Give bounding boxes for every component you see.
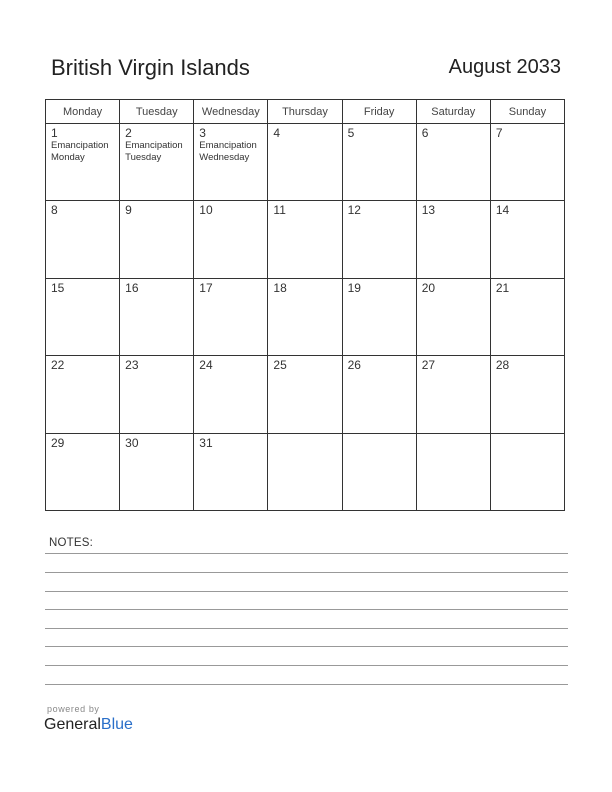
weekday-saturday: Saturday [416, 100, 490, 124]
day-number: 1 [51, 126, 58, 140]
calendar-day-cell [342, 356, 416, 433]
calendar-day-cell [490, 356, 564, 433]
calendar-grid [45, 99, 565, 511]
calendar-empty-cell [490, 433, 564, 510]
day-number: 9 [125, 203, 132, 218]
holiday-label: Emancipation Wednesday [199, 140, 257, 163]
calendar-day-cell [268, 278, 342, 355]
day-number: 18 [273, 280, 287, 295]
day-number: 6 [421, 126, 429, 140]
day-number: 15 [51, 280, 65, 295]
calendar-day-cell [46, 433, 120, 510]
calendar-country-title: British Virgin Islands [51, 55, 250, 80]
day-number: 8 [51, 203, 58, 218]
calendar-day-cell [46, 124, 120, 201]
holiday-label: Emancipation Tuesday [125, 140, 183, 163]
calendar-day-cell [268, 124, 342, 201]
calendar-day-cell [120, 356, 194, 433]
calendar-day-cell [46, 278, 120, 355]
calendar-day-cell [194, 124, 268, 201]
note-line [45, 572, 568, 573]
weekday-header-row [46, 100, 565, 124]
calendar-day-cell [194, 278, 268, 355]
weekday-wednesday: Wednesday [194, 100, 268, 124]
calendar-day-cell [268, 356, 342, 433]
calendar-day-cell [416, 124, 490, 201]
calendar-month-year: August 2033 [448, 56, 561, 78]
day-number: 22 [51, 358, 65, 373]
weekday-sunday: Sunday [490, 100, 564, 124]
day-number: 24 [199, 358, 213, 373]
calendar-week-row [46, 433, 565, 510]
calendar-empty-cell [416, 433, 490, 510]
day-number: 11 [273, 203, 286, 218]
calendar-day-cell [46, 356, 120, 433]
day-number: 12 [347, 203, 361, 218]
calendar-day-cell [490, 201, 564, 278]
day-number: 2 [125, 126, 132, 140]
day-number: 17 [199, 280, 213, 295]
day-number: 23 [125, 358, 139, 373]
day-number: 13 [421, 203, 436, 218]
day-number: 29 [51, 435, 65, 450]
powered-by-text: powered by [47, 704, 100, 714]
calendar-day-cell [194, 201, 268, 278]
generalblue-logo [44, 716, 133, 734]
calendar-day-cell [268, 201, 342, 278]
calendar-day-cell [120, 278, 194, 355]
weekday-thursday: Thursday [268, 100, 342, 124]
day-number: 31 [199, 435, 213, 450]
notes-label: NOTES: [49, 537, 94, 549]
calendar-day-cell [416, 201, 490, 278]
calendar-day-cell [194, 356, 268, 433]
calendar-day-cell [416, 356, 490, 433]
calendar-empty-cell [342, 433, 416, 510]
day-number: 7 [495, 126, 503, 140]
brand-blue: Blue [100, 716, 133, 733]
brand-general: General [44, 716, 101, 733]
calendar-empty-cell [268, 433, 342, 510]
calendar-day-cell [46, 201, 120, 278]
calendar-day-cell [194, 433, 268, 510]
day-number: 16 [125, 280, 139, 295]
calendar-day-cell [342, 124, 416, 201]
calendar-week-row [46, 124, 565, 201]
day-number: 4 [273, 126, 281, 140]
note-line [45, 553, 568, 554]
day-number: 25 [273, 358, 287, 373]
note-line [45, 684, 568, 685]
calendar-day-cell [120, 201, 194, 278]
note-line [45, 628, 568, 629]
calendar-week-row [46, 201, 565, 278]
day-number: 14 [495, 203, 510, 218]
calendar-week-row [46, 356, 565, 433]
calendar-day-cell [490, 278, 564, 355]
note-line [45, 646, 568, 647]
calendar-day-cell [120, 124, 194, 201]
day-number: 3 [199, 126, 206, 140]
note-line [45, 609, 568, 610]
calendar-day-cell [342, 278, 416, 355]
day-number: 10 [199, 203, 213, 218]
day-number: 20 [421, 280, 436, 295]
day-number: 5 [347, 126, 355, 140]
weekday-monday: Monday [46, 100, 120, 124]
day-number: 26 [347, 358, 361, 373]
calendar-week-row [46, 278, 565, 355]
note-line [45, 591, 568, 592]
calendar-day-cell [416, 278, 490, 355]
day-number: 27 [421, 358, 436, 373]
weekday-friday: Friday [342, 100, 416, 124]
holiday-label: Emancipation Monday [51, 140, 109, 163]
day-number: 28 [495, 358, 510, 373]
day-number: 30 [125, 435, 139, 450]
day-number: 19 [347, 280, 361, 295]
calendar-day-cell [490, 124, 564, 201]
calendar-day-cell [120, 433, 194, 510]
note-line [45, 665, 568, 666]
calendar-day-cell [342, 201, 416, 278]
day-number: 21 [495, 280, 510, 295]
weekday-tuesday: Tuesday [120, 100, 194, 124]
